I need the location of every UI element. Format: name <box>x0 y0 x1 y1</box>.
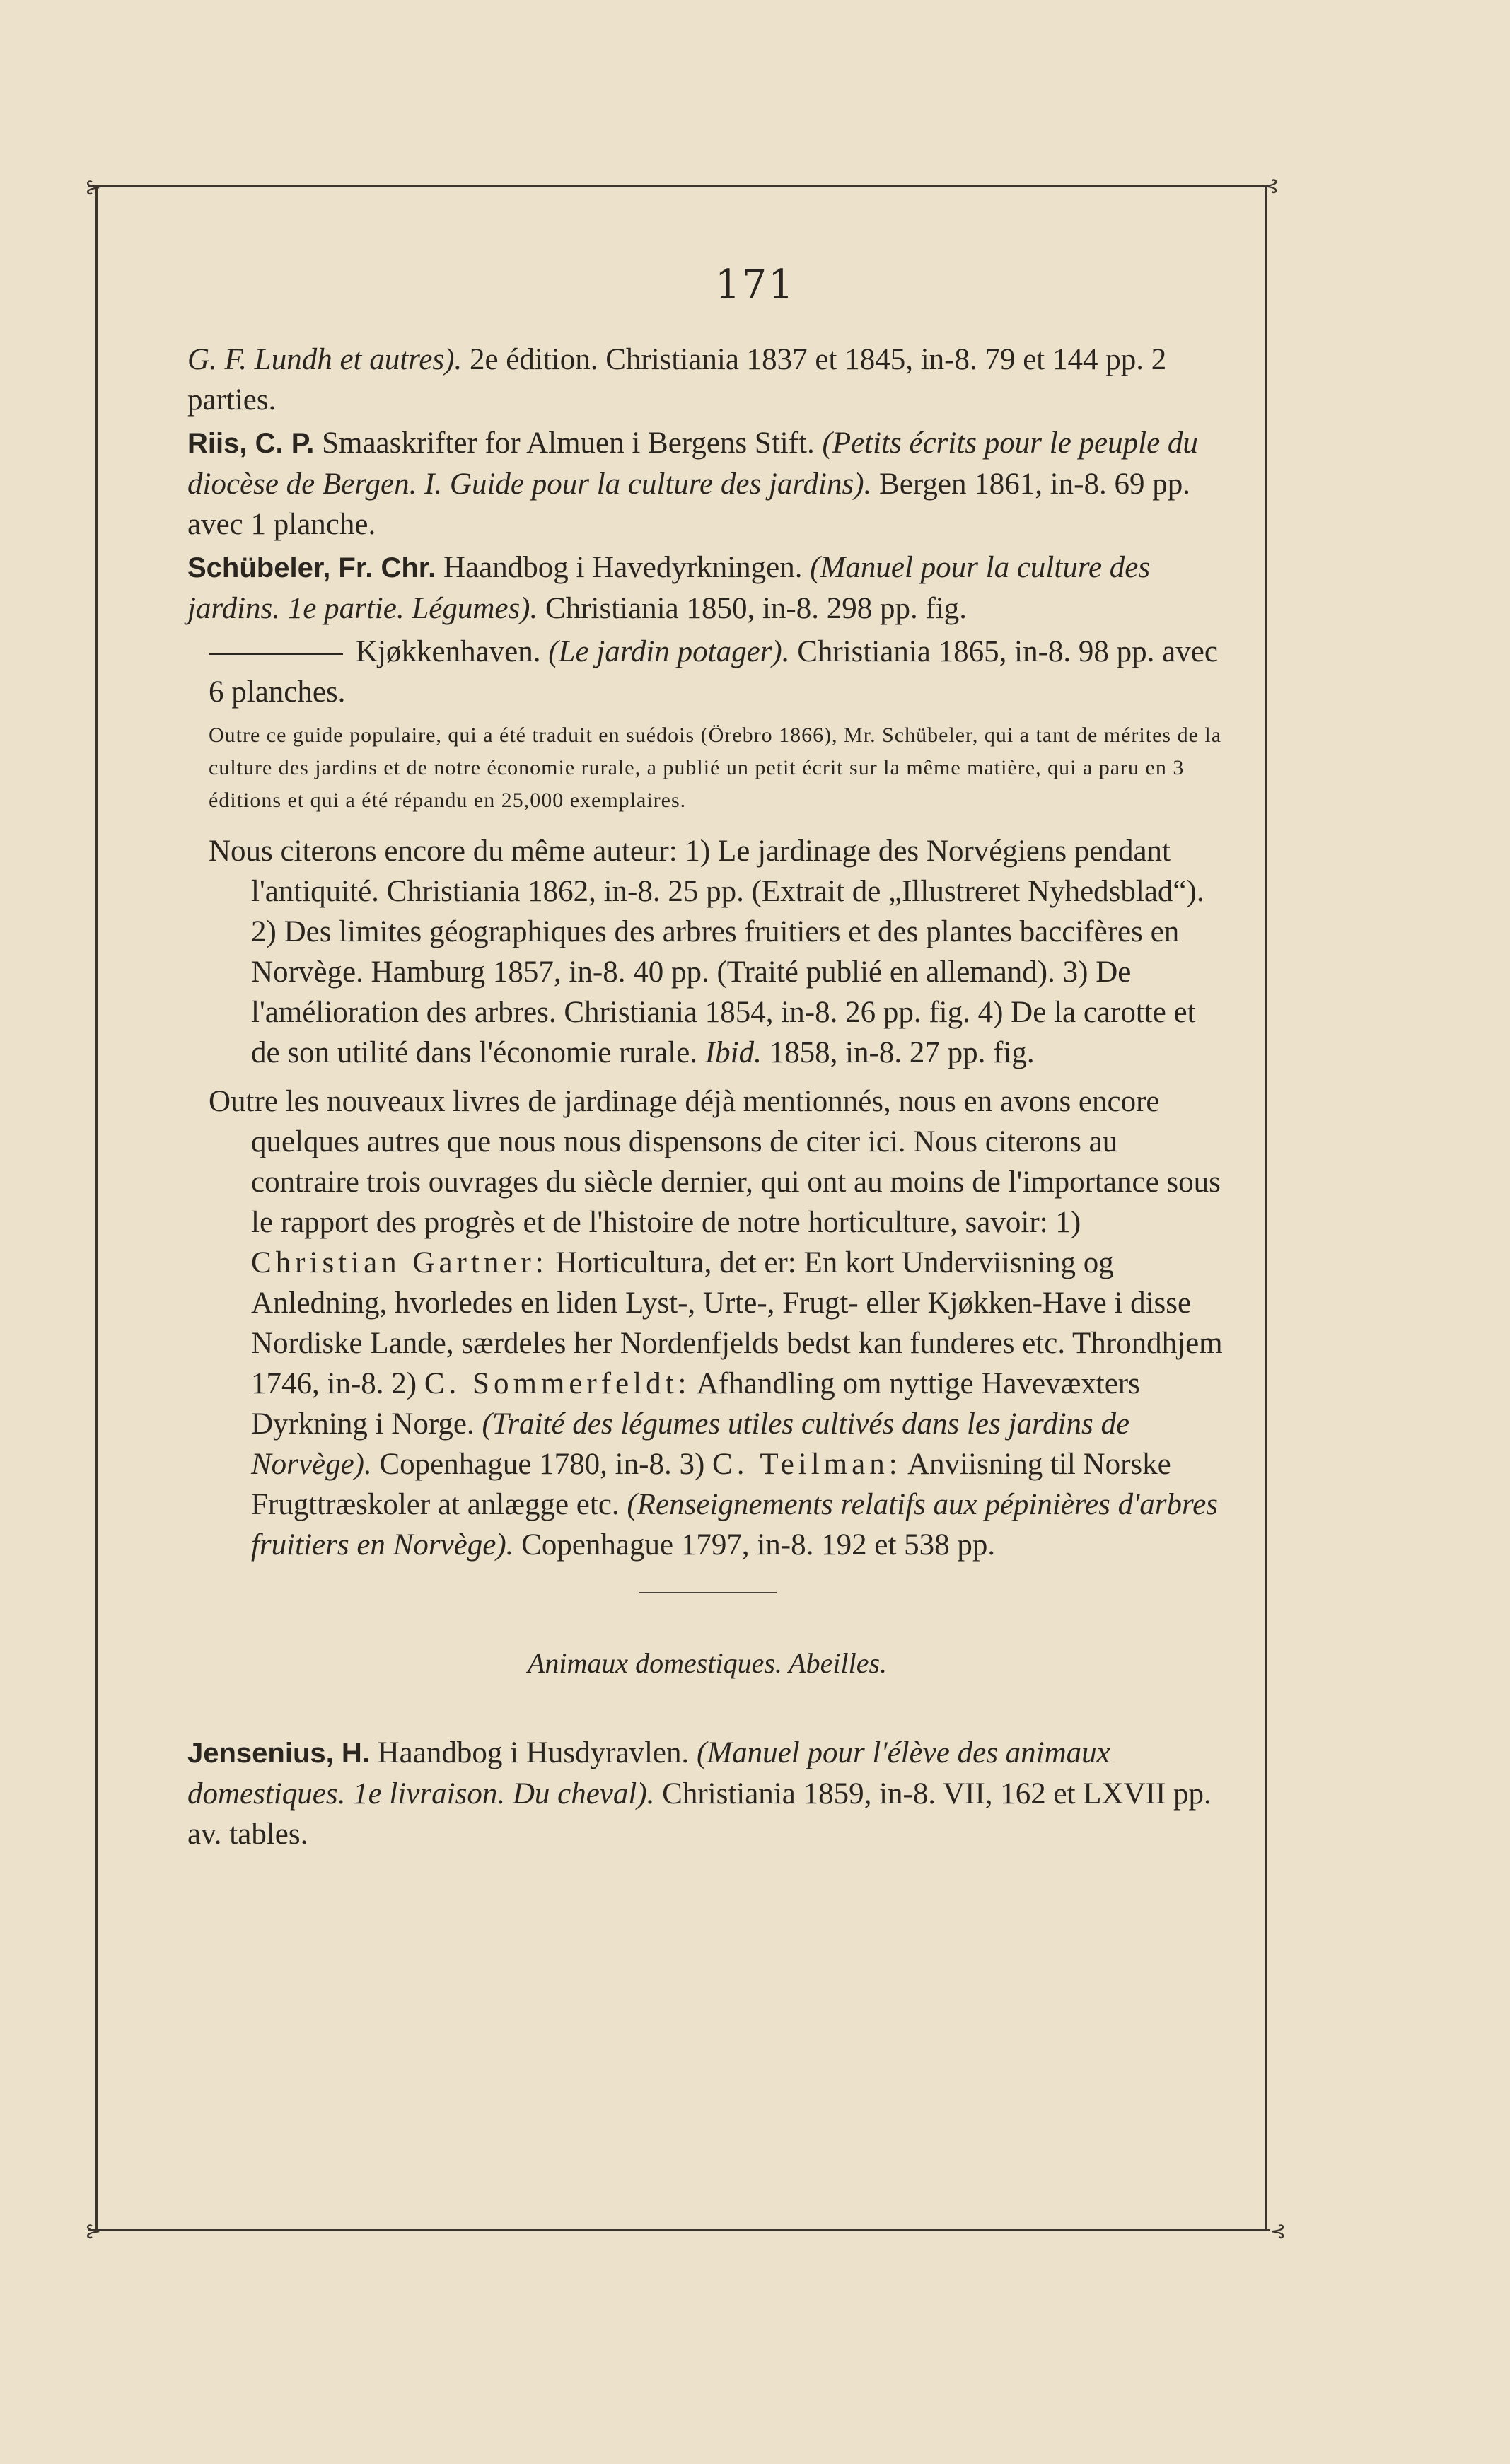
entry-translation: (Le jardin potager). <box>548 635 790 668</box>
entry-title: Smaaskrifter for Almuen i Bergens Stift. <box>322 426 815 460</box>
author-name: C. Sommerfeldt: <box>424 1367 691 1400</box>
entry-rest: Christiania 1859, in-8. VII, 162 et LXVII pp. av. tables. <box>187 1777 1212 1851</box>
translation-italic: (Renseignements relatifs aux pépinières d'arbres fruitiers en Norvège). <box>251 1488 1219 1562</box>
corner-ornament-bottom-right: ⊰ <box>1270 2219 1287 2243</box>
bottom-rule <box>88 2229 1270 2231</box>
entry-rest: Christiania 1865, in-8. 98 pp. avec 6 planches. <box>209 635 1218 709</box>
author-name: C. Teilman: <box>712 1448 902 1481</box>
entry-author: Riis, C. P. <box>187 428 315 459</box>
entry-riis <box>187 423 1227 545</box>
corner-ornament-bottom-left: ⊱ <box>85 2219 102 2243</box>
entry-rest: Christiania 1850, in-8. 298 pp. fig. <box>545 592 967 625</box>
author-name: Christian Gartner: <box>251 1246 548 1279</box>
paragraph-text: Anviisning til Norske Frugttræskoler at anlægge etc. <box>251 1448 1171 1521</box>
entry-title: Kjøkkenhaven. <box>356 635 541 668</box>
page-number: 171 <box>715 262 795 308</box>
translation-italic: (Traité des légumes utiles cultivés dans les jardins de Norvège). <box>251 1407 1130 1481</box>
page-content <box>187 339 1227 1857</box>
paragraph-same-author <box>209 831 1227 1073</box>
corner-ornament-top-right: ⊰ <box>1262 174 1279 197</box>
paragraph-text: Copenhague 1780, in-8. 3) <box>379 1448 705 1481</box>
entry-author: Schübeler, Fr. Chr. <box>187 552 436 583</box>
entry-translation: (Petits écrits pour le peuple du diocèse de Bergen. I. Guide pour la culture des jardins). <box>187 426 1198 501</box>
entry-schubeler <box>187 547 1227 629</box>
entry-lundh <box>187 339 1227 420</box>
corner-ornament-top-left: ⊱ <box>85 175 102 199</box>
section-heading: Animaux domestiques. Abeilles. <box>527 1647 888 1679</box>
paragraph-text: Nous citerons encore du même auteur: 1) Le jardinage des Norvégiens pendant l'antiquité. Christiania 1862, in-8. 25 pp. (Extrait de „Illustreret Nyhedsblad“). 2) Des limites géographiques des arbres fruitiers et des plantes baccifères en Norvège. Hamburg 1857, in-8. 40 pp. (Traité publié en allemand). 3) De l'amélioration des arbres. Christiania 1854, in-8. 26 pp. fig. 4) De la carotte et de son utilité dans l'économie rurale. <box>209 835 1204 1069</box>
entry-jensenius <box>187 1733 1227 1854</box>
paragraph-text: Afhandling om nyttige Havevæxters Dyrkning i Norge. <box>251 1367 1140 1441</box>
paragraph-text: Copenhague 1797, in-8. 192 et 538 pp. <box>521 1528 996 1562</box>
entry-rest: 2e édition. Christiania 1837 et 1845, in-8. 79 et 144 pp. 2 parties. <box>187 343 1167 417</box>
paragraph-text: Outre les nouveaux livres de jardinage déjà mentionnés, nous en avons encore quelques autres que nous nous dispensons de citer ici. Nous citerons au contraire trois ouvrages du siècle dernier, qui ont au moins de l'importance sous le rapport des progrès et de l'histoire de notre horticulture, savoir: 1) <box>209 1085 1221 1239</box>
entry-lead: G. F. Lundh et autres). <box>187 343 463 376</box>
entry-title: Haandbog i Havedyrkningen. <box>443 551 803 584</box>
entry-kjokkenhaven <box>187 632 1227 712</box>
section-divider <box>639 1592 777 1593</box>
paragraph-older-works <box>209 1081 1227 1565</box>
entry-translation: (Manuel pour la culture des jardins. 1e partie. Légumes). <box>187 551 1151 625</box>
paragraph-text: Horticultura, det er: En kort Underviisning og Anledning, hvorledes en liden Lyst-, Urte-, Frugt- eller Kjøkken-Have i disse Nordiske Lande, særdeles her Nordenfjelds bedst kan funderes etc. Throndhjem 1746, in-8. 2) <box>251 1246 1223 1400</box>
ibid-label: Ibid. <box>704 1036 762 1069</box>
entry-translation: (Manuel pour l'élève des animaux domestiques. 1e livraison. Du cheval). <box>187 1736 1110 1811</box>
entry-title: Haandbog i Husdyravlen. <box>377 1736 690 1769</box>
footnote-small: Outre ce guide populaire, qui a été traduit en suédois (Örebro 1866), Mr. Schübeler, qui a tant de mérites de la culture des jardins et de notre économie rurale, a publié un petit écrit sur la même matière, qui a paru en 3 éditions et qui a été répandu en 25,000 exemplaires. <box>209 723 1222 812</box>
entry-author: Jensenius, H. <box>187 1738 370 1769</box>
entry-rest: Bergen 1861, in-8. 69 pp. avec 1 planche. <box>187 467 1190 541</box>
paragraph-text-end: 1858, in-8. 27 pp. fig. <box>769 1036 1035 1069</box>
ditto-dash <box>209 653 343 655</box>
